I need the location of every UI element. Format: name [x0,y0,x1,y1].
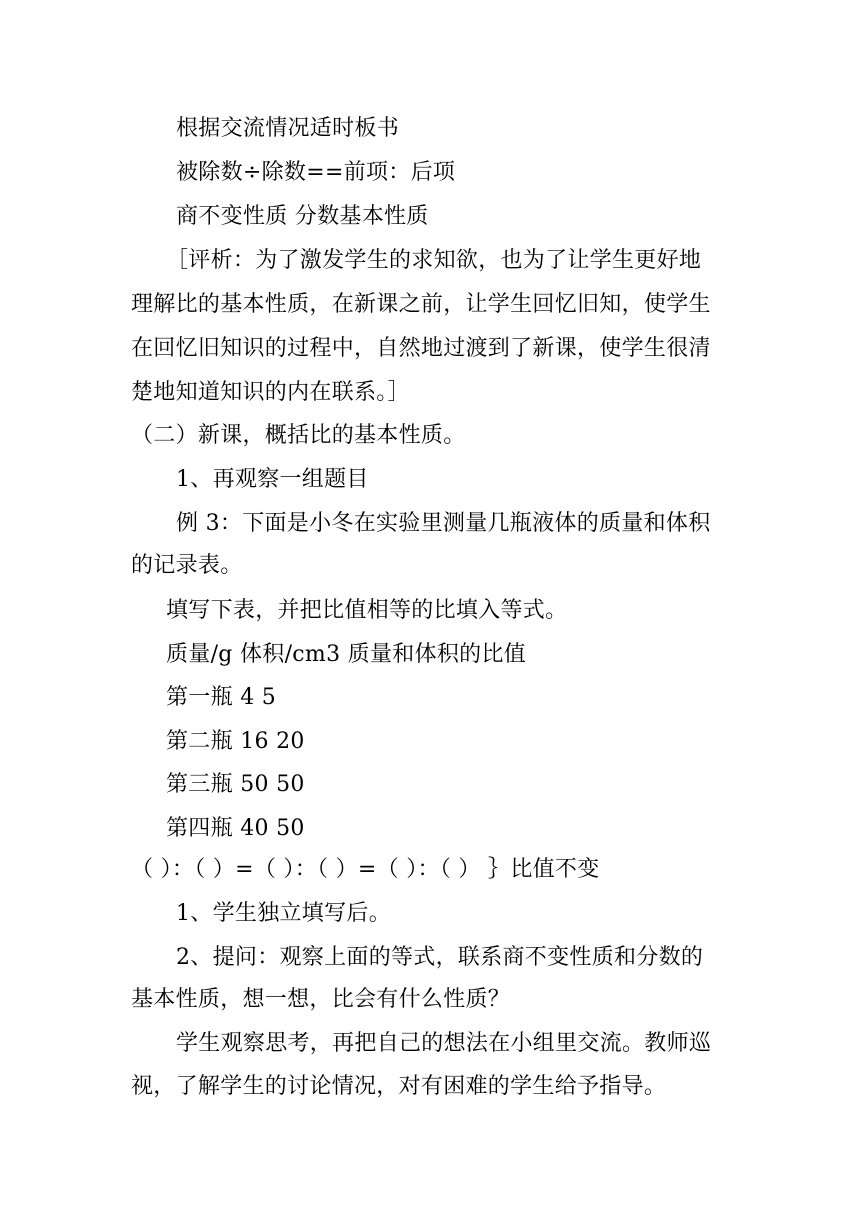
table-header-line: 质量/g 体积/cm3 质量和体积的比值 [166,642,527,667]
text-line: ［评析：为了激发学生的求知欲，也为了让学生更好地 [166,248,702,273]
text-line: 的记录表。 [131,553,243,578]
text-line: 根据交流情况适时板书 [176,116,400,141]
text-line: 1、再观察一组题目 [176,467,369,492]
text-line: 学生观察思考，再把自己的想法在小组里交流。教师巡 [176,1031,712,1056]
text-line: 理解比的基本性质，在新课之前，让学生回忆旧知，使学生 [131,292,711,317]
text-line: 例 3：下面是小冬在实验里测量几瓶液体的质量和体积 [176,511,711,536]
table-row-line: 第四瓶 40 50 [166,816,305,841]
text-line: 1、学生独立填写后。 [176,901,391,926]
text-line: 被除数÷除数==前项：后项 [176,160,456,185]
text-line: 2、提问：观察上面的等式，联系商不变性质和分数的 [176,945,704,970]
table-row-line: 第二瓶 16 20 [166,729,305,754]
text-line: 填写下表，并把比值相等的比填入等式。 [166,598,568,623]
section-heading: （二）新课，概括比的基本性质。 [131,423,466,448]
text-line: 视，了解学生的讨论情况，对有困难的学生给予指导。 [131,1074,667,1099]
table-row-line: 第三瓶 50 50 [166,772,305,797]
table-row-line: 第一瓶 4 5 [166,685,277,710]
text-line: 在回忆旧知识的过程中，自然地过渡到了新课，使学生很清 [131,336,711,361]
equation-line: （ ）：（ ）=（ ）：（ ）=（ ）：（ ） ｝比值不变 [131,857,600,882]
text-line: 楚地知道知识的内在联系。］ [131,380,410,405]
text-line: 基本性质，想一想，比会有什么性质？ [131,987,511,1012]
text-line: 商不变性质 分数基本性质 [176,204,429,229]
